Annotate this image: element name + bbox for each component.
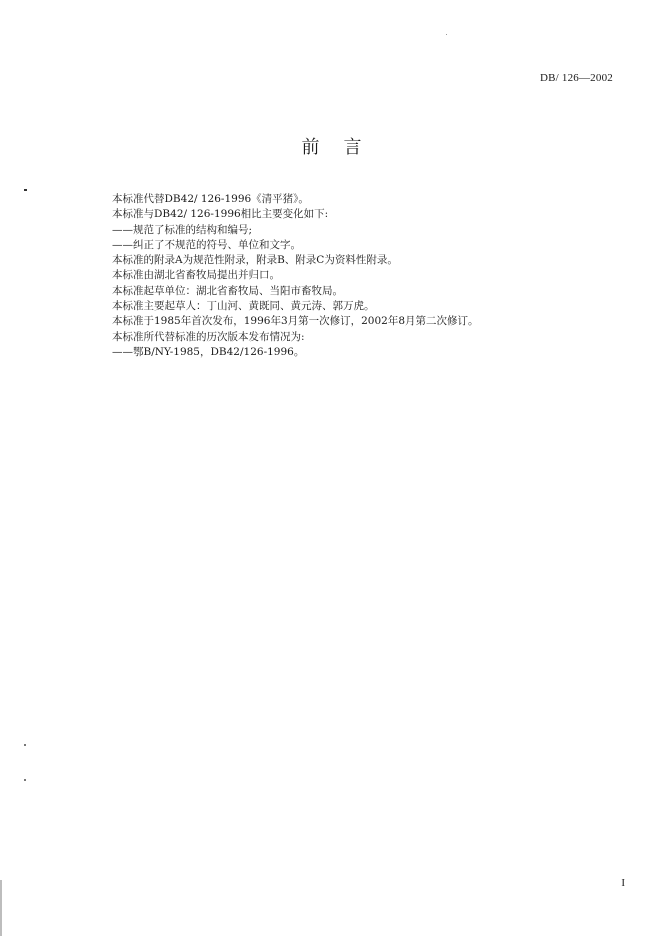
- foreword-line: 本标准起草单位：湖北省畜牧局、当阳市畜牧局。: [112, 284, 343, 297]
- foreword-line: 本标准与DB42/ 126-1996相比主要变化如下:: [112, 208, 329, 221]
- foreword-line: 本标准代替DB42/ 126-1996《清平猪》。: [112, 193, 309, 205]
- foreword-line: ——纠正了不规范的符号、单位和文字。: [112, 238, 301, 251]
- page-number: I: [621, 877, 625, 889]
- foreword-line: ——鄂B/NY-1985，DB42/126-1996。: [112, 345, 305, 358]
- foreword-line: 本标准所代替标准的历次版本发布情况为:: [112, 330, 305, 343]
- foreword-body: [112, 192, 632, 360]
- foreword-line: 本标准于1985年首次发布，1996年3月第一次修订，2002年8月第二次修订。: [112, 315, 479, 328]
- scan-speck: [446, 34, 447, 35]
- scan-edge: [0, 880, 2, 936]
- foreword-line: 本标准由湖北省畜牧局提出并归口。: [112, 269, 280, 282]
- foreword-line: 本标准主要起草人：丁山河、黄既同、黄元涛、郭万虎。: [112, 300, 375, 313]
- page-title: 前言: [301, 137, 386, 158]
- scan-speck: [24, 744, 26, 746]
- scan-speck: [24, 779, 26, 781]
- scan-speck: [24, 189, 27, 191]
- document-code: DB/ 126—2002: [540, 72, 613, 84]
- foreword-line: ——规范了标准的结构和编号;: [112, 223, 253, 236]
- foreword-line: 本标准的附录A为规范性附录，附录B、附录C为资料性附录。: [112, 254, 398, 267]
